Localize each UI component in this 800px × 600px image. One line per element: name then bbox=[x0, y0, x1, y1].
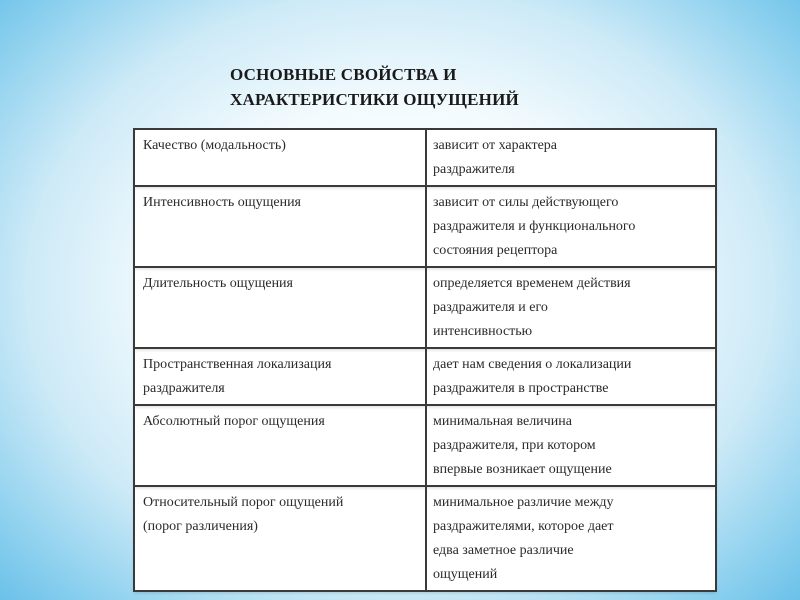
property-line: Длительность ощущения bbox=[143, 276, 293, 291]
property-line: Качество (модальность) bbox=[143, 138, 286, 153]
property-line: (порог различения) bbox=[143, 519, 258, 534]
description-cell bbox=[426, 405, 716, 486]
description-cell bbox=[426, 186, 716, 267]
property-line: раздражителя bbox=[143, 381, 225, 396]
table-row bbox=[134, 129, 716, 186]
table-row bbox=[134, 267, 716, 348]
slide-title-line-2: ХАРАКТЕРИСТИКИ ОЩУЩЕНИЙ bbox=[230, 90, 519, 109]
description-cell bbox=[426, 267, 716, 348]
table-row bbox=[134, 348, 716, 405]
slide-title-line-1: ОСНОВНЫЕ СВОЙСТВА И bbox=[230, 65, 457, 84]
description-line: минимальная величина bbox=[433, 414, 572, 429]
property-line: Интенсивность ощущения bbox=[143, 195, 301, 210]
description-line: определяется временем действия bbox=[433, 276, 631, 291]
description-cell bbox=[426, 129, 716, 186]
description-line: раздражителя в пространстве bbox=[433, 381, 609, 396]
description-line: раздражителя и функционального bbox=[433, 219, 636, 234]
table-row bbox=[134, 405, 716, 486]
property-cell bbox=[134, 405, 426, 486]
description-line: раздражителя и его bbox=[433, 300, 548, 315]
property-line: Абсолютный порог ощущения bbox=[143, 414, 325, 429]
property-cell bbox=[134, 348, 426, 405]
property-cell bbox=[134, 486, 426, 591]
description-line: зависит от силы действующего bbox=[433, 195, 619, 210]
property-line: Пространственная локализация bbox=[143, 357, 332, 372]
description-line: раздражителя, при котором bbox=[433, 438, 596, 453]
description-line: впервые возникает ощущение bbox=[433, 462, 612, 477]
description-line: раздражителями, которое дает bbox=[433, 519, 614, 534]
slide-title bbox=[230, 62, 670, 112]
description-line: зависит от характера bbox=[433, 138, 558, 153]
description-line: интенсивностью bbox=[433, 324, 533, 339]
description-line: ощущений bbox=[433, 567, 498, 582]
description-line: состояния рецептора bbox=[433, 243, 558, 258]
description-cell bbox=[426, 486, 716, 591]
table-row bbox=[134, 486, 716, 591]
description-line: раздражителя bbox=[433, 162, 515, 177]
property-cell bbox=[134, 129, 426, 186]
description-line: минимальное различие между bbox=[433, 495, 614, 510]
description-line: едва заметное различие bbox=[433, 543, 574, 558]
description-cell bbox=[426, 348, 716, 405]
property-line: Относительный порог ощущений bbox=[143, 495, 344, 510]
properties-table bbox=[133, 128, 717, 592]
description-line: дает нам сведения о локализации bbox=[433, 357, 632, 372]
property-cell bbox=[134, 186, 426, 267]
property-cell bbox=[134, 267, 426, 348]
table-row bbox=[134, 186, 716, 267]
